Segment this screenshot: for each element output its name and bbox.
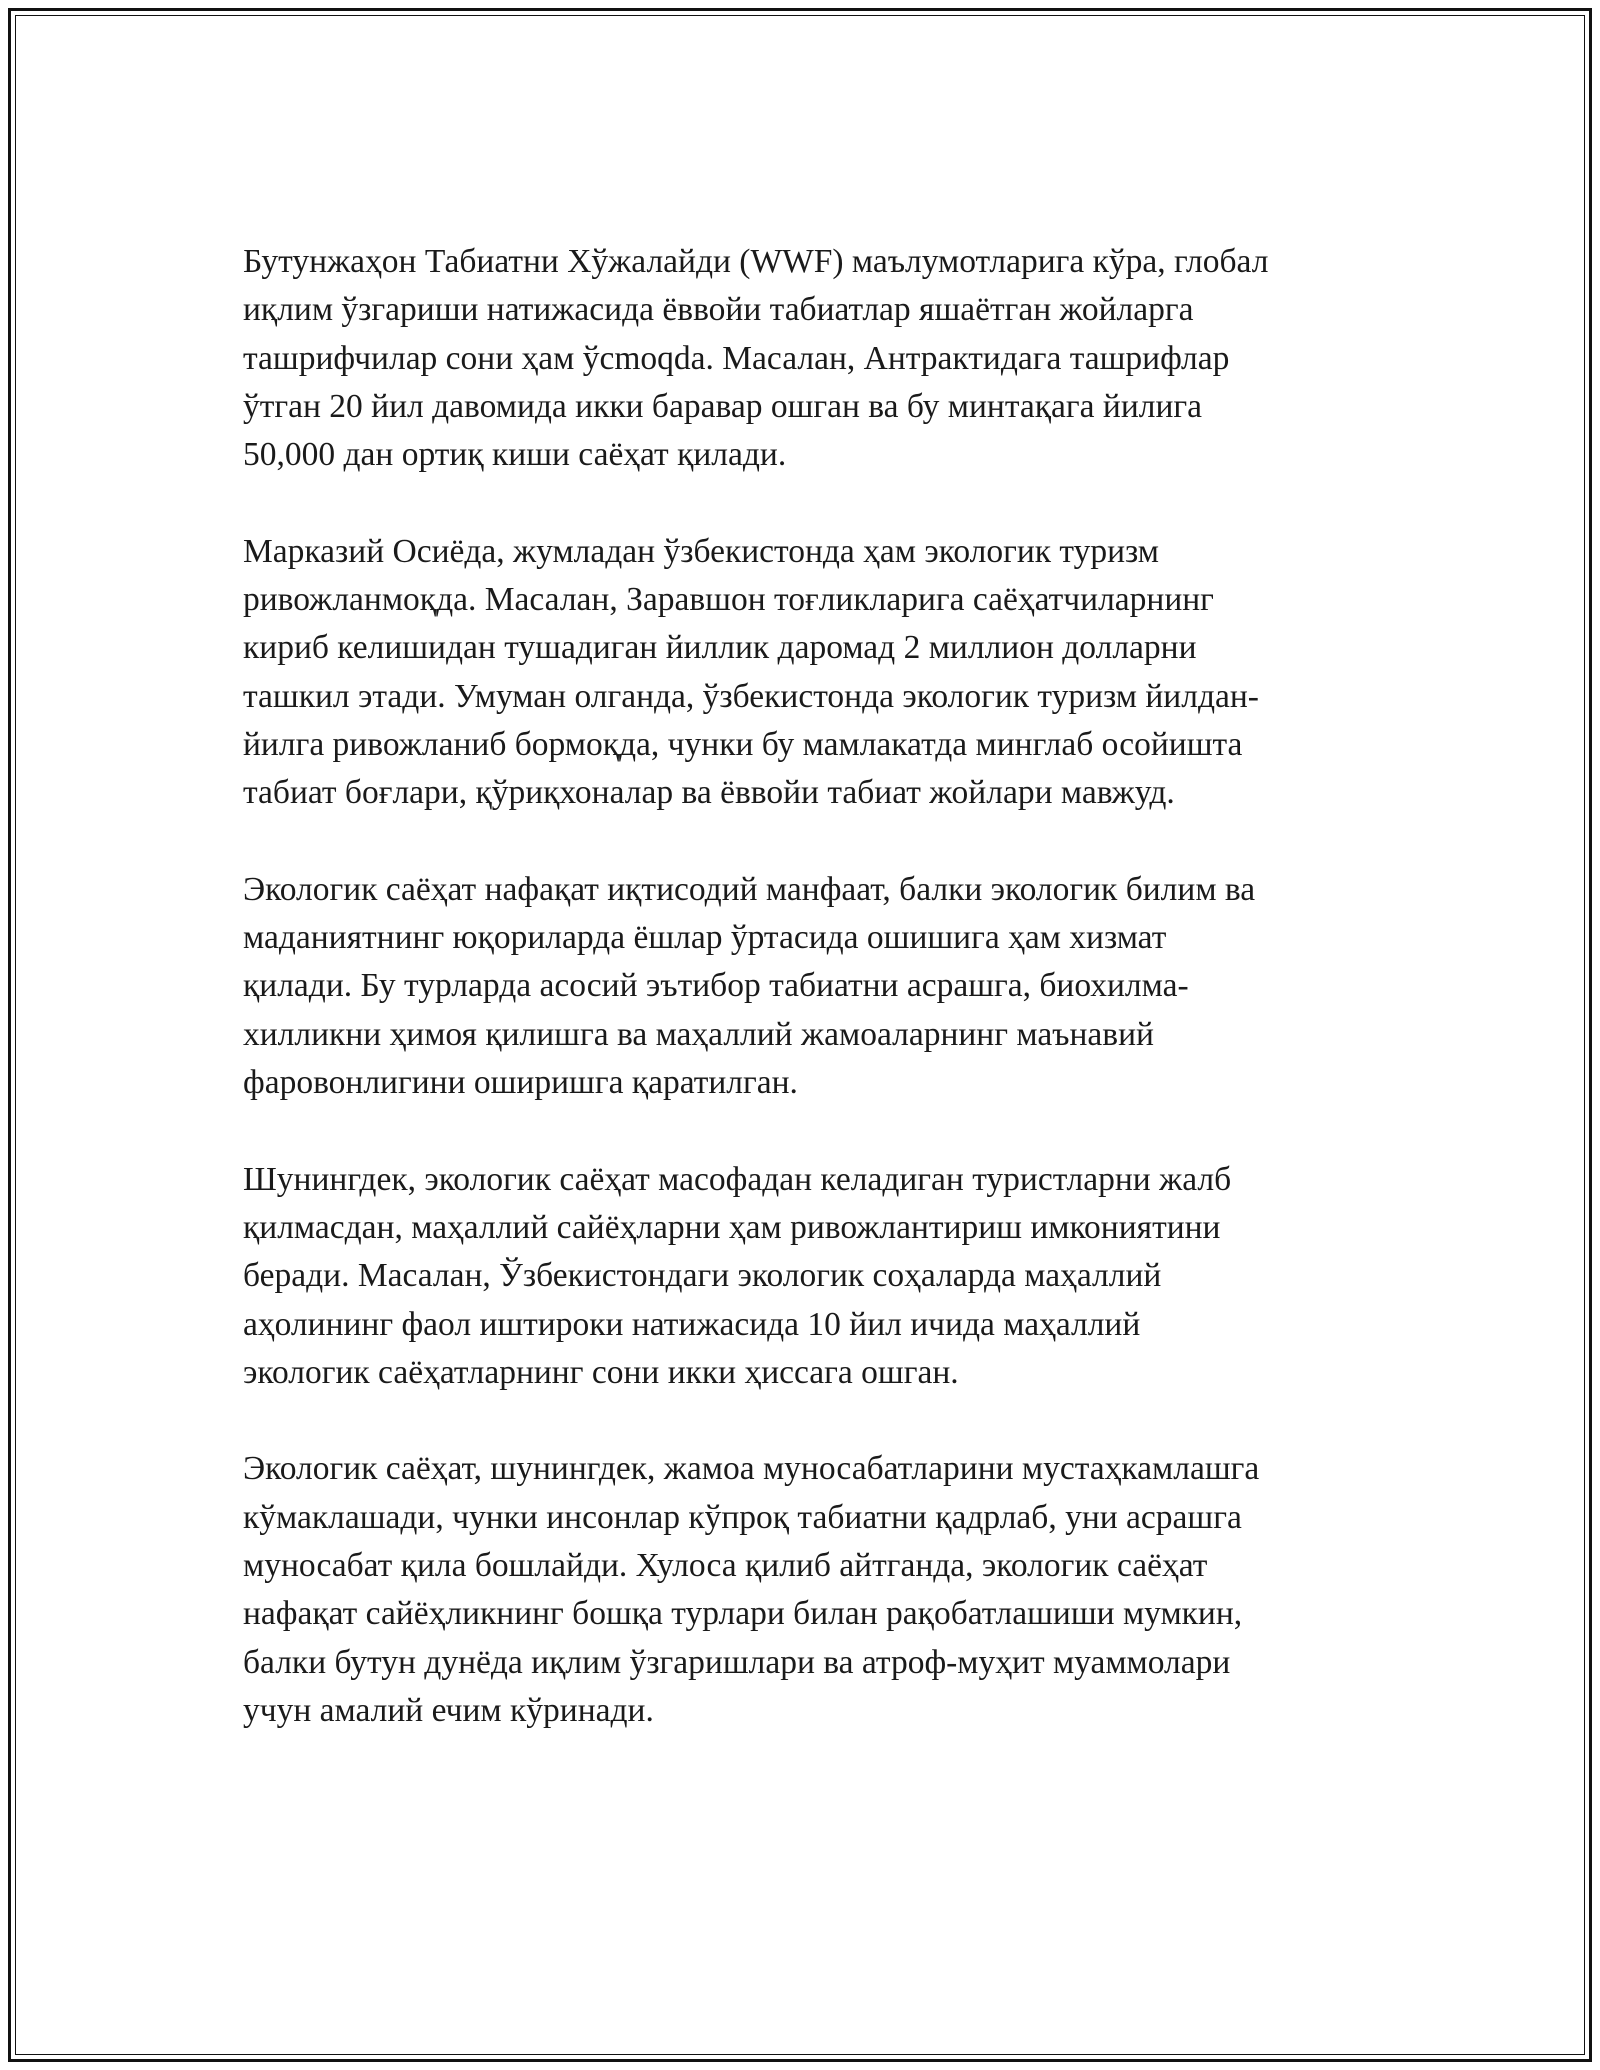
paragraph-1: Бутунжаҳон Табиатни Хўжалайди (WWF) маълумотларига кўра, глобал иқлим ўзгариши натижасида ёввойи табиатлар яшаётган жойларга ташрифчилар сони ҳам ўсmoqda. Масалан, Антрактидага ташрифлар ўтган 20 йил давомида икки баравар ошган ва бу минтақага йилига 50,000 дан ортиқ киши саёҳат қилади.: [243, 243, 1269, 474]
document-body: [243, 238, 1393, 1784]
page-border: [8, 8, 1592, 2062]
paragraph-2: Марказий Осиёда, жумладан ўзбекистонда ҳам экологик туризм ривожланмоқда. Масалан, Заравшон тоғликларига саёҳатчиларнинг кириб келишидан тушадиган йиллик даромад 2 миллион долларни ташкил этади. Умуман олганда, ўзбекистонда экологик туризм йилдан- йилга ривожланиб бормоқда, чунки бу мамлакатда минглаб осойишта табиат боғлари, қўриқхоналар ва ёввойи табиат жойлари мавжуд.: [243, 532, 1259, 812]
paragraph-4: Шунингдек, экологик саёҳат масофадан келадиган туристларни жалб қилмасдан, маҳаллий сайёҳларни ҳам ривожлантириш имкониятини беради. Масалан, Ўзбекистондаги экологик соҳаларда маҳаллий аҳолининг фаол иштироки натижасида 10 йил ичида маҳаллий экологик саёҳатларнинг сони икки ҳиссага ошган.: [243, 1160, 1232, 1391]
paragraph-3: Экологик саёҳат нафақат иқтисодий манфаат, балки экологик билим ва маданиятнинг юқориларда ёшлар ўртасида ошишига ҳам хизмат қилади. Бу турларда асосий эътибор табиатни асрашга, биохилма- хилликни ҳимоя қилишга ва маҳаллий жамоаларнинг маънавий фаровонлигини оширишга қаратилган.: [243, 870, 1256, 1102]
page: [15, 15, 1585, 2055]
paragraph-5: Экологик саёҳат, шунингдек, жамоа муносабатларини мустаҳкамлашга кўмаклашади, чунки инсонлар кўпроқ табиатни қадрлаб, уни асрашга муносабат қила бошлайди. Хулоса қилиб айтганда, экологик саёҳат нафақат сайёҳликнинг бошқа турлари билан рақобатлашиши мумкин, балки бутун дунёда иқлим ўзгаришлари ва атроф-муҳит муаммолари учун амалий ечим кўринади.: [243, 1450, 1260, 1729]
